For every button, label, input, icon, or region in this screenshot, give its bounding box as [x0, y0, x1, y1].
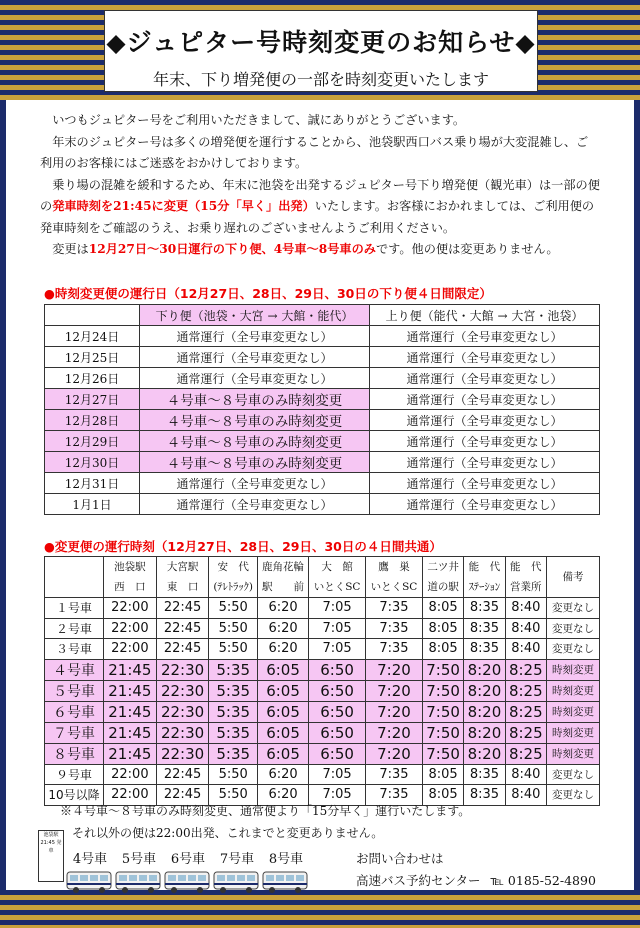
- car-number: １号車: [45, 598, 104, 619]
- day-date: 12月31日: [45, 473, 140, 494]
- departure-time: 22:45: [156, 639, 209, 660]
- stop-header: [104, 557, 157, 598]
- departure-time: 7:50: [422, 680, 463, 701]
- car-number: ５号車: [45, 680, 104, 701]
- down-status: 通常運行（全号車変更なし）: [140, 368, 370, 389]
- departure-time: 7:35: [366, 764, 423, 785]
- car-number: ９号車: [45, 764, 104, 785]
- car-number: ６号車: [45, 701, 104, 722]
- bus-label: 5号車: [121, 852, 157, 867]
- departure-time: 6:20: [257, 598, 308, 619]
- day-date: 1月1日: [45, 494, 140, 515]
- departure-time: 8:25: [505, 659, 546, 680]
- page-title: ◆ジュピター号時刻変更のお知らせ◆: [106, 28, 536, 57]
- intro-paragraph-4: 変更は12月27日～30日運行の下り便、4号車～8号車のみです。他の便は変更ありません。: [52, 242, 559, 256]
- departure-time: 5:50: [209, 598, 258, 619]
- departure-time: 21:45: [104, 743, 157, 764]
- up-status: 通常運行（全号車変更なし）: [370, 431, 600, 452]
- down-status: 通常運行（全号車変更なし）: [140, 473, 370, 494]
- departure-time: 5:50: [209, 764, 258, 785]
- stop-name: 能 代: [510, 561, 542, 573]
- stop-header: [422, 557, 463, 598]
- down-status: ４号車～８号車のみ時刻変更: [140, 452, 370, 473]
- bus-sign: 池袋駅 21:45 発車: [38, 830, 64, 882]
- departure-time: 6:50: [309, 701, 366, 722]
- left-border: [0, 100, 6, 890]
- departure-time: 22:00: [104, 618, 157, 639]
- contact-heading: お問い合わせは: [356, 851, 444, 866]
- stop-header: [309, 557, 366, 598]
- page-subtitle: 年末、下り増発便の一部を時刻変更いたします: [152, 70, 489, 89]
- stop-name: 大 館: [321, 561, 353, 573]
- stop-header: [366, 557, 423, 598]
- departure-time: 21:45: [104, 722, 157, 743]
- departure-time: 22:45: [156, 764, 209, 785]
- day-date: 12月28日: [45, 410, 140, 431]
- departure-time: 8:40: [505, 785, 546, 806]
- departure-time: 8:35: [464, 785, 505, 806]
- stop-name: 安 代: [217, 561, 249, 573]
- departure-time: 7:20: [366, 743, 423, 764]
- car-number: 10号以降: [45, 785, 104, 806]
- departure-time: 22:00: [104, 785, 157, 806]
- day-date: 12月24日: [45, 326, 140, 347]
- stop-name: 大宮駅: [166, 561, 199, 573]
- departure-time: 7:05: [309, 764, 366, 785]
- departure-time: 6:50: [309, 680, 366, 701]
- departure-time: 6:20: [257, 764, 308, 785]
- down-header: 下り便（池袋・大宮 → 大館・能代）: [140, 305, 370, 326]
- departure-time: 8:25: [505, 680, 546, 701]
- bus-7: [213, 848, 261, 894]
- departure-time: 22:30: [156, 701, 209, 722]
- stop-name: 鹿角花輪: [262, 561, 305, 573]
- car-header: [45, 557, 104, 598]
- operation-day-row: [45, 368, 600, 389]
- bus-4: [66, 848, 114, 894]
- row-note: 変更なし: [547, 598, 600, 619]
- up-status: 通常運行（全号車変更なし）: [370, 452, 600, 473]
- down-status: ４号車～８号車のみ時刻変更: [140, 431, 370, 452]
- departure-time: 7:50: [422, 743, 463, 764]
- bus-icon: [262, 870, 310, 894]
- departure-time: 5:35: [209, 659, 258, 680]
- departure-time: 5:35: [209, 743, 258, 764]
- departure-time: 22:00: [104, 639, 157, 660]
- departure-time: 5:50: [209, 639, 258, 660]
- departure-time: 8:35: [464, 764, 505, 785]
- operation-day-row: [45, 326, 600, 347]
- bus-6: [164, 848, 212, 894]
- down-status: 通常運行（全号車変更なし）: [140, 347, 370, 368]
- bus-5: [115, 848, 163, 894]
- up-status: 通常運行（全号車変更なし）: [370, 473, 600, 494]
- right-border: [634, 100, 640, 890]
- car-number: ３号車: [45, 639, 104, 660]
- departure-time: 7:35: [366, 598, 423, 619]
- intro-paragraph-3: 乗り場の混雑を緩和するため、年末に池袋を出発するジュピター号下り増発便（観光車）は一部の便の発車時刻を21:45に変更（15分「早く」出発）いたします。お客様におかれましては、ご利用便の発車時刻をご確認のうえ、お乗り遅れのございませんようご利用ください。: [40, 177, 600, 235]
- operation-day-row: [45, 410, 600, 431]
- highlight-affected-runs: 12月27日～30日運行の下り便、4号車～8号車のみ: [88, 242, 376, 256]
- bottom-stripes: [0, 890, 640, 928]
- departure-time: 21:45: [104, 659, 157, 680]
- highlight-time-change: 発車時刻を21:45に変更（15分「早く」出発）: [52, 199, 315, 213]
- departure-time: 7:50: [422, 722, 463, 743]
- departure-time: 8:20: [464, 680, 505, 701]
- timetable-row: [45, 639, 600, 660]
- departure-time: 22:45: [156, 785, 209, 806]
- up-status: 通常運行（全号車変更なし）: [370, 389, 600, 410]
- bus-label: 4号車: [72, 852, 108, 867]
- departure-time: 6:20: [257, 618, 308, 639]
- departure-time: 7:05: [309, 618, 366, 639]
- bus-label: 8号車: [268, 852, 304, 867]
- stop-detail: 営業所: [510, 581, 542, 593]
- departure-time: 6:05: [257, 701, 308, 722]
- intro-paragraph-1: いつもジュピター号をご利用いただきまして、誠にありがとうございます。: [52, 113, 466, 127]
- operation-day-row: [45, 473, 600, 494]
- stop-detail: 東 口: [166, 581, 199, 593]
- intro-text: [40, 110, 600, 261]
- departure-time: 5:50: [209, 618, 258, 639]
- stop-detail: ｽﾃｰｼｮﾝ: [468, 581, 501, 593]
- departure-time: 7:05: [309, 639, 366, 660]
- row-note: 時刻変更: [547, 743, 600, 764]
- car-number: ７号車: [45, 722, 104, 743]
- departure-time: 6:05: [257, 659, 308, 680]
- up-header: 上り便（能代・大館 → 大宮・池袋）: [370, 305, 600, 326]
- date-header: [45, 305, 140, 326]
- departure-time: 8:20: [464, 722, 505, 743]
- stop-detail: 道の駅: [427, 581, 459, 593]
- operation-day-row: [45, 389, 600, 410]
- day-date: 12月29日: [45, 431, 140, 452]
- stop-header: [505, 557, 546, 598]
- departure-time: 8:20: [464, 659, 505, 680]
- departure-time: 5:50: [209, 785, 258, 806]
- departure-time: 8:35: [464, 618, 505, 639]
- bus-label: 7号車: [219, 852, 255, 867]
- departure-time: 22:00: [104, 598, 157, 619]
- down-status: 通常運行（全号車変更なし）: [140, 494, 370, 515]
- departure-time: 5:35: [209, 680, 258, 701]
- down-status: 通常運行（全号車変更なし）: [140, 326, 370, 347]
- bus-icon: [115, 870, 163, 894]
- departure-time: 8:25: [505, 743, 546, 764]
- day-date: 12月27日: [45, 389, 140, 410]
- departure-time: 7:35: [366, 639, 423, 660]
- car-number: ８号車: [45, 743, 104, 764]
- row-note: 変更なし: [547, 618, 600, 639]
- timetable-row: [45, 701, 600, 722]
- row-note: 変更なし: [547, 764, 600, 785]
- contact-info: [356, 848, 596, 892]
- bus-icon: [66, 870, 114, 894]
- up-status: 通常運行（全号車変更なし）: [370, 410, 600, 431]
- up-status: 通常運行（全号車変更なし）: [370, 368, 600, 389]
- departure-time: 6:05: [257, 722, 308, 743]
- departure-time: 6:05: [257, 743, 308, 764]
- stop-detail: いとくSC: [370, 581, 418, 593]
- bus-label: 6号車: [170, 852, 206, 867]
- bus-icon: [164, 870, 212, 894]
- departure-time: 7:20: [366, 659, 423, 680]
- stop-name: 二ツ井: [427, 561, 459, 573]
- departure-time: 8:05: [422, 785, 463, 806]
- departure-time: 6:50: [309, 659, 366, 680]
- departure-time: 8:40: [505, 639, 546, 660]
- day-date: 12月26日: [45, 368, 140, 389]
- operation-day-row: [45, 452, 600, 473]
- departure-time: 8:35: [464, 598, 505, 619]
- timetable-row: [45, 722, 600, 743]
- departure-time: 8:40: [505, 618, 546, 639]
- operation-day-row: [45, 347, 600, 368]
- down-status: ４号車～８号車のみ時刻変更: [140, 410, 370, 431]
- bus-8: [262, 848, 310, 894]
- departure-time: 8:40: [505, 764, 546, 785]
- departure-time: 8:35: [464, 639, 505, 660]
- bus-icon: [213, 870, 261, 894]
- timetable-row: [45, 659, 600, 680]
- row-note: 変更なし: [547, 785, 600, 806]
- departure-time: 6:20: [257, 785, 308, 806]
- departure-time: 8:20: [464, 743, 505, 764]
- intro-paragraph-2: 年末のジュピター号は多くの増発便を運行することから、池袋駅西口バス乗り場が大変混雑し、ご利用のお客様にはご迷惑をおかけしております。: [40, 134, 589, 170]
- departure-time: 22:30: [156, 722, 209, 743]
- stop-detail: (ﾃﾚﾄﾗｯｸ): [213, 581, 254, 593]
- stop-detail: 西 口: [114, 581, 146, 593]
- day-date: 12月30日: [45, 452, 140, 473]
- departure-time: 7:05: [309, 785, 366, 806]
- section2-heading: ●変更便の運行時刻（12月27日、28日、29日、30日の４日間共通）: [44, 539, 442, 554]
- departure-time: 6:50: [309, 743, 366, 764]
- stop-detail: 駅 前: [262, 581, 305, 593]
- stop-name: 池袋駅: [114, 561, 146, 573]
- departure-time: 22:30: [156, 680, 209, 701]
- departure-time: 21:45: [104, 701, 157, 722]
- title-box: [104, 10, 538, 92]
- departure-time: 8:25: [505, 722, 546, 743]
- departure-time: 22:45: [156, 618, 209, 639]
- departure-time: 22:45: [156, 598, 209, 619]
- departure-time: 5:35: [209, 701, 258, 722]
- up-status: 通常運行（全号車変更なし）: [370, 347, 600, 368]
- footnote-line-2: それ以外の便は22:00出発、これまでと変更ありません。: [72, 826, 384, 840]
- contact-tel: ℡ 0185-52-4890: [490, 873, 596, 888]
- departure-time: 8:05: [422, 618, 463, 639]
- contact-center: 高速バス予約センター: [356, 873, 481, 888]
- timetable-row: [45, 764, 600, 785]
- departure-time: 6:50: [309, 722, 366, 743]
- stop-header: [156, 557, 209, 598]
- departure-time: 7:50: [422, 659, 463, 680]
- stop-header: [209, 557, 258, 598]
- row-note: 変更なし: [547, 639, 600, 660]
- row-note: 時刻変更: [547, 680, 600, 701]
- departure-time: 7:20: [366, 722, 423, 743]
- stop-header: [464, 557, 505, 598]
- departure-time: 6:20: [257, 639, 308, 660]
- departure-time: 8:25: [505, 701, 546, 722]
- departure-time: 22:00: [104, 764, 157, 785]
- note-header: 備考: [547, 557, 600, 598]
- departure-time: 7:20: [366, 680, 423, 701]
- timetable-row: [45, 598, 600, 619]
- departure-time: 8:05: [422, 764, 463, 785]
- footnote-line-1: ※４号車～８号車のみ時刻変更、通常便より「15分早く」運行いたします。: [60, 804, 471, 818]
- down-status: ４号車～８号車のみ時刻変更: [140, 389, 370, 410]
- row-note: 時刻変更: [547, 722, 600, 743]
- up-status: 通常運行（全号車変更なし）: [370, 494, 600, 515]
- departure-time: 8:40: [505, 598, 546, 619]
- up-status: 通常運行（全号車変更なし）: [370, 326, 600, 347]
- stop-detail: いとくSC: [313, 581, 361, 593]
- footnote: [60, 800, 470, 844]
- departure-time: 22:30: [156, 743, 209, 764]
- departure-time: 7:50: [422, 701, 463, 722]
- departure-time: 22:30: [156, 659, 209, 680]
- departure-time: 8:05: [422, 598, 463, 619]
- departure-time: 7:35: [366, 618, 423, 639]
- timetable-row: [45, 680, 600, 701]
- departure-time: 21:45: [104, 680, 157, 701]
- operation-days-table: [44, 304, 600, 515]
- timetable-row: [45, 618, 600, 639]
- stop-header: [257, 557, 308, 598]
- timetable: [44, 556, 600, 806]
- stop-name: 鷹 巣: [378, 561, 410, 573]
- departure-time: 5:35: [209, 722, 258, 743]
- day-date: 12月25日: [45, 347, 140, 368]
- operation-day-row: [45, 431, 600, 452]
- section1-heading: ●時刻変更便の運行日（12月27日、28日、29日、30日の下り便４日間限定）: [44, 286, 492, 301]
- departure-time: 7:35: [366, 785, 423, 806]
- stop-name: 能 代: [468, 561, 501, 573]
- operation-day-row: [45, 494, 600, 515]
- departure-time: 7:20: [366, 701, 423, 722]
- row-note: 時刻変更: [547, 659, 600, 680]
- departure-time: 6:05: [257, 680, 308, 701]
- departure-time: 8:20: [464, 701, 505, 722]
- timetable-row: [45, 743, 600, 764]
- departure-time: 7:05: [309, 598, 366, 619]
- car-number: ２号車: [45, 618, 104, 639]
- departure-time: 8:05: [422, 639, 463, 660]
- car-number: ４号車: [45, 659, 104, 680]
- row-note: 時刻変更: [547, 701, 600, 722]
